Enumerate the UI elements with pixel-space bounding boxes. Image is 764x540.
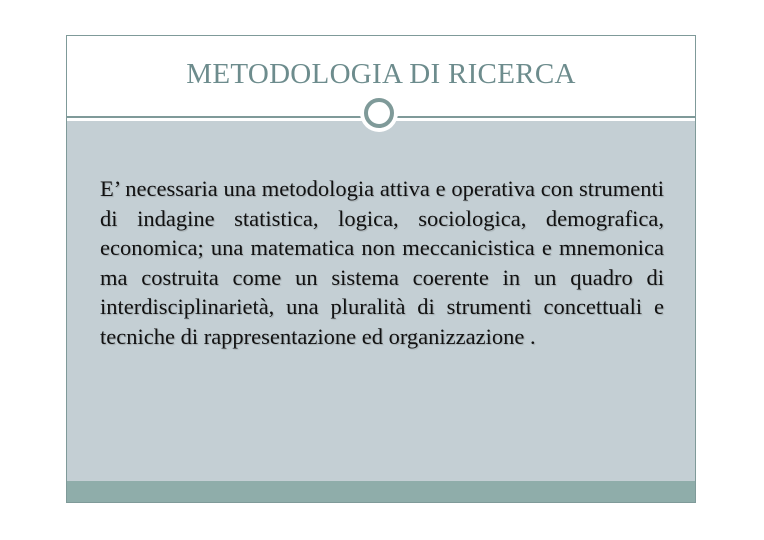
slide-body-text: E’ necessaria una metodologia attiva e operativa con strumenti di indagine statistica, logica, sociologica, demografica, economica; una matematica non meccanicistica e mnemonica ma costruita come un sistema coerente in un quadro di interdisciplinarietà, una pluralità di strumenti concettuali e tecniche di rappresentazione ed organizzazione . bbox=[100, 176, 664, 349]
slide bbox=[66, 35, 696, 503]
footer-band bbox=[67, 481, 695, 502]
circle-ornament-icon bbox=[364, 98, 394, 128]
slide-title: METODOLOGIA DI RICERCA bbox=[186, 58, 576, 90]
content-area bbox=[67, 121, 695, 482]
